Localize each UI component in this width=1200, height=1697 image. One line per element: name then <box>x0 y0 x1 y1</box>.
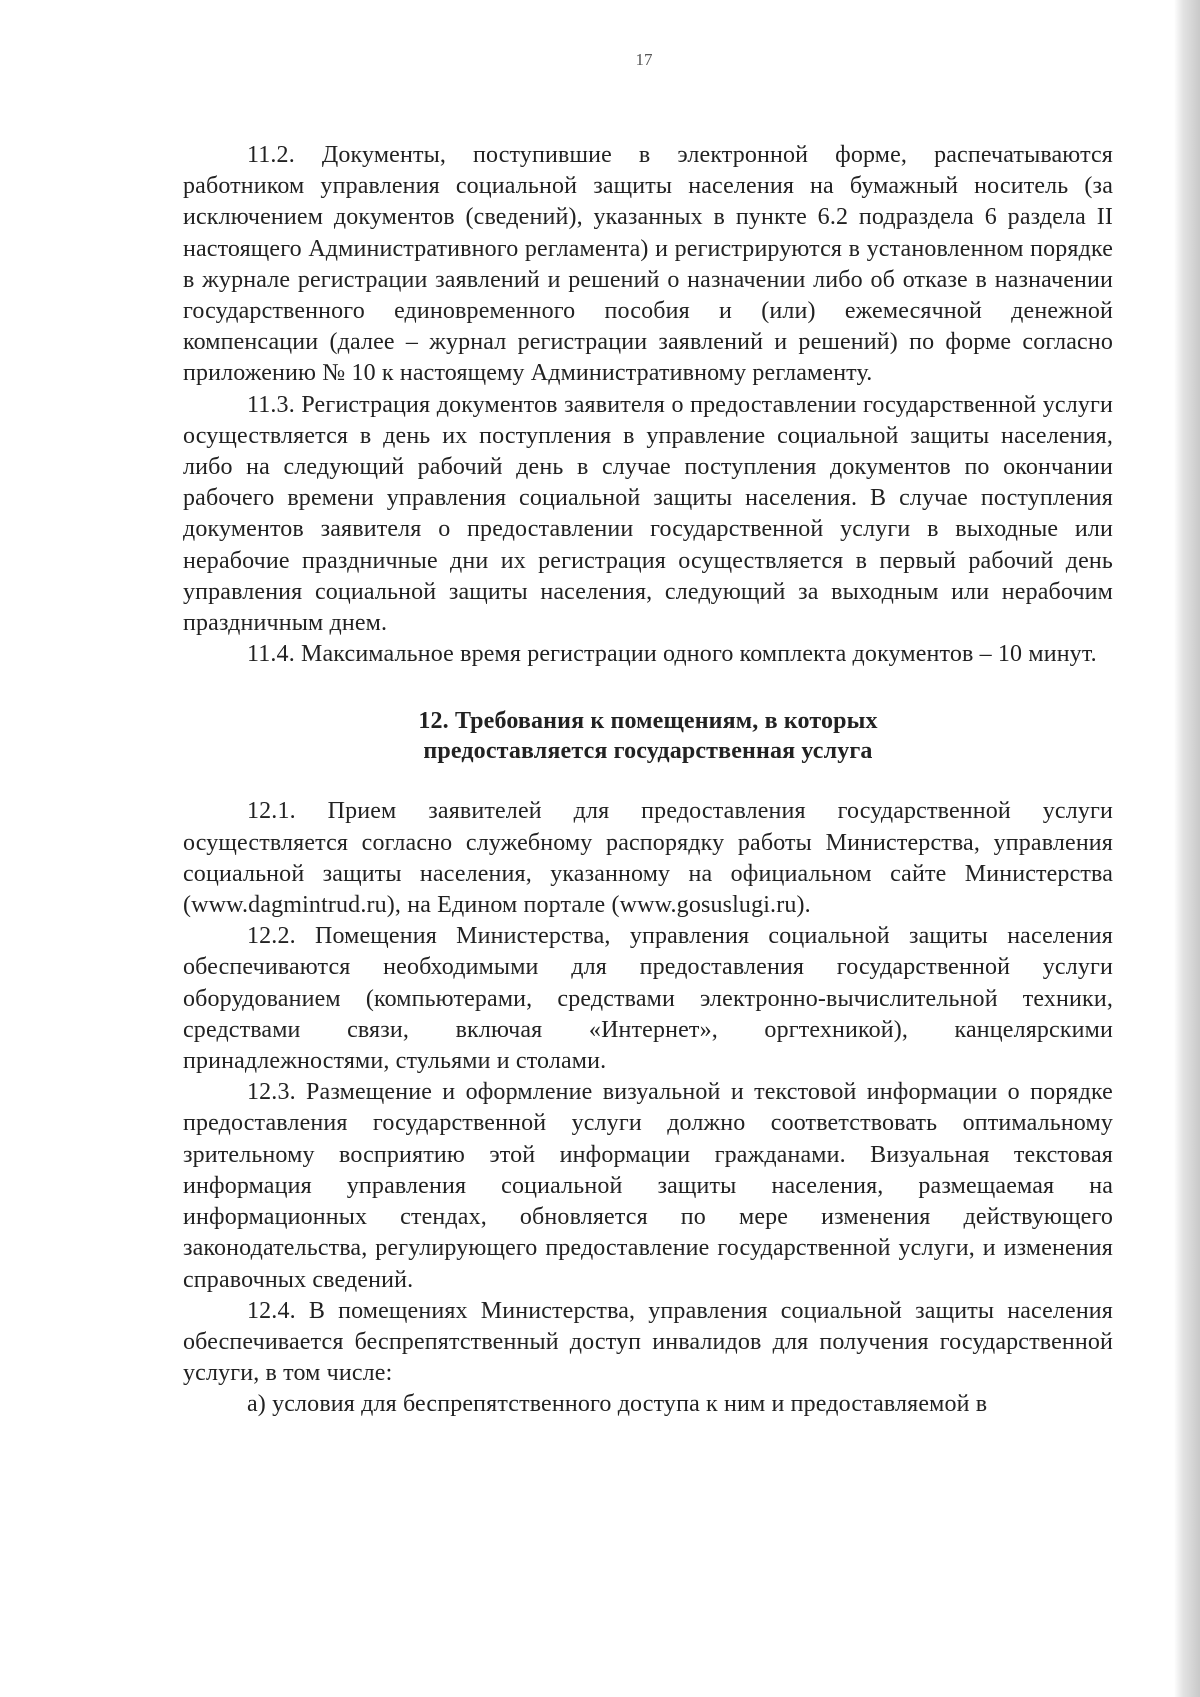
paragraph-12-4: 12.4. В помещениях Министерства, управления социальной защиты населения обеспечивается беспрепятственный доступ инвалидов для получения государственной услуги, в том числе: <box>183 1297 1113 1387</box>
page-number: 17 <box>635 50 653 69</box>
paragraph-11-2: 11.2. Документы, поступившие в электронной форме, распечатываются работником управления социальной защиты населения на бумажный носитель (за исключением документов (сведений), указанных в пункте 6.2 подраздела 6 раздела II настоящего Административного регламента) и регистрируются в установленном порядке в журнале регистрации заявлений и решений о назначении либо об отказе в назначении государственного единовременного пособия и (или) ежемесячной денежной компенсации (далее – журнал регистрации заявлений и решений) по форме согласно приложению № 10 к настоящему Административному регламенту. <box>183 142 1113 387</box>
paragraph-11-3: 11.3. Регистрация документов заявителя о предоставлении государственной услуги осуществляется в день их поступления в управление социальной защиты населения, либо на следующий рабочий день в случае поступления документов по окончании рабочего времени управления социальной защиты населения. В случае поступления документов заявителя о предоставлении государственной услуги в выходные или нерабочие праздничные дни их регистрация осуществляется в первый рабочий день управления социальной защиты населения, следующий за выходным или нерабочим праздничным днем. <box>183 391 1113 637</box>
paragraph-12-1: 12.1. Прием заявителей для предоставления государственной услуги осуществляется согласно служебному распорядку работы Министерства, управления социальной защиты населения, указанному на официальном сайте Министерства (www.dagmintrud.ru), на Едином портале (www.gosuslugi.ru). <box>183 798 1113 919</box>
paragraph-11-4: 11.4. Максимальное время регистрации одного комплекта документов – 10 минут. <box>247 641 1097 668</box>
scan-edge-shadow <box>1174 0 1200 1697</box>
paragraph-12-2: 12.2. Помещения Министерства, управления социальной защиты населения обеспечиваются необходимыми для предоставления государственной услуги оборудованием (компьютерами, средствами электронно-вычислительной техники, средствами связи, включая «Интернет», оргтехникой), канцелярскими принадлежностями, стульями и столами. <box>183 923 1113 1075</box>
section-heading-line-1: 12. Требования к помещениям, в которых <box>418 708 878 735</box>
paragraph-12-4-a: а) условия для беспрепятственного доступа к ним и предоставляемой в <box>247 1391 988 1418</box>
section-heading-line-2: предоставляется государственная услуга <box>423 738 873 765</box>
document-body <box>183 140 1113 1421</box>
section-12-heading <box>183 706 1113 766</box>
paragraph-12-3: 12.3. Размещение и оформление визуальной и текстовой информации о порядке предоставления государственной услуги должно соответствовать оптимальному зрительному восприятию этой информации гражданами. Визуальная текстовая информация управления социальной защиты населения, размещаемая на информационных стендах, обновляется по мере изменения действующего законодательства, регулирующего предоставление государственной услуги, и изменения справочных сведений. <box>183 1079 1113 1293</box>
